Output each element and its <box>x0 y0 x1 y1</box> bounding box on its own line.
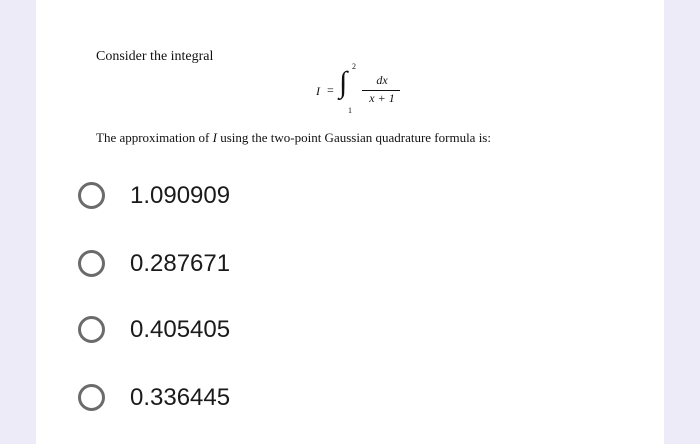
formula-upper-limit: 2 <box>352 62 356 71</box>
question-body-prefix: The approximation of <box>96 130 210 145</box>
answer-option-2[interactable] <box>74 248 374 288</box>
answer-option-label: 0.405405 <box>130 316 231 343</box>
answer-option-1[interactable] <box>74 180 374 220</box>
formula-lhs: I <box>316 84 320 98</box>
integral-formula <box>316 62 426 122</box>
question-body-suffix: using the two-point Gaussian quadrature formula is: <box>220 130 491 145</box>
answer-option-label: 0.287671 <box>130 250 231 277</box>
answer-option-label: 1.090909 <box>130 182 231 209</box>
formula-equals: = <box>327 83 334 97</box>
question-intro: Consider the integral <box>96 49 214 64</box>
radio-button-icon[interactable] <box>78 182 105 209</box>
integral-sign-icon: ∫ <box>339 66 348 99</box>
radio-button-icon[interactable] <box>78 250 105 277</box>
answer-option-3[interactable] <box>74 314 374 354</box>
answer-option-4[interactable] <box>74 382 374 422</box>
answer-option-label: 0.336445 <box>130 384 231 411</box>
question-body <box>96 130 491 146</box>
radio-button-icon[interactable] <box>78 316 105 343</box>
formula-numerator: dx <box>376 73 388 87</box>
formula-lower-limit: 1 <box>348 106 352 115</box>
question-body-var: I <box>212 130 217 145</box>
radio-button-icon[interactable] <box>78 384 105 411</box>
question-card <box>36 0 664 444</box>
formula-denominator: x + 1 <box>369 91 395 105</box>
